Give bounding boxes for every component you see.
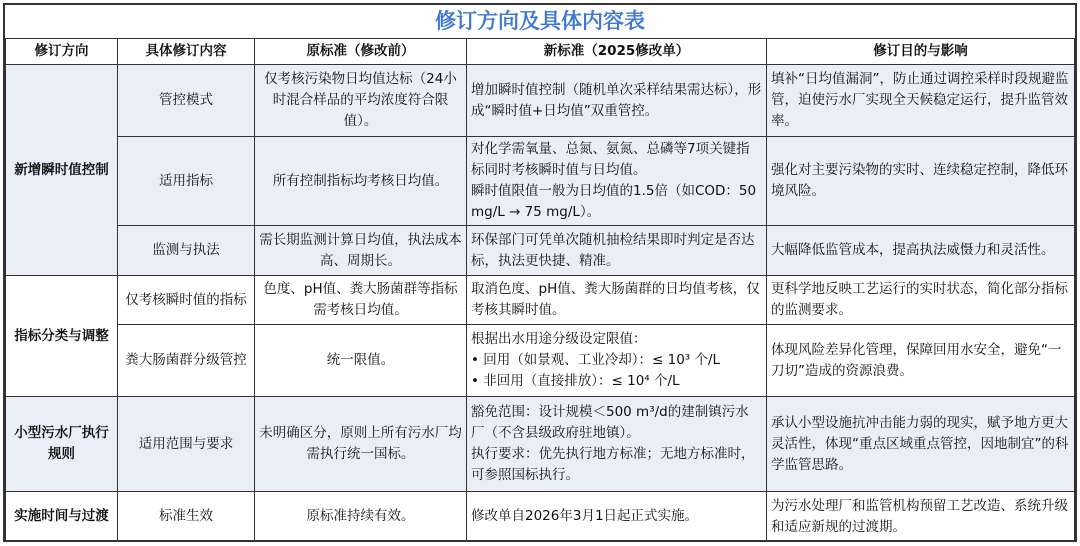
old-cell: 未明确区分，原则上所有污水厂均需执行统一国标。 [255,397,467,492]
table-row [6,492,1075,542]
purpose-cell: 强化对主要污染物的实时、连续稳定控制，降低环境风险。 [767,137,1075,226]
table-title: 修订方向及具体内容表 [6,5,1075,39]
old-cell: 需长期监测计算日均值，执法成本高、周期长。 [255,226,467,276]
header-direction: 修订方向 [6,39,118,65]
new-cell: 对化学需氧量、总氮、氨氮、总磷等7项关键指标同时考核瞬时值与日均值。 瞬时值限值一般为日均值的1.5倍（如COD：50 mg/L → 75 mg/L）。 [467,137,767,226]
purpose-cell: 大幅降低监管成本，提高执法威慑力和灵活性。 [767,226,1075,276]
new-cell: 根据出水用途分级设定限值： • 回用（如景观、工业冷却）：≤ 10³ 个/L • 非回用（直接排放）：≤ 10⁴ 个/L [467,325,767,397]
table-row [6,226,1075,276]
purpose-cell: 承认小型设施抗冲击能力弱的现实，赋予地方更大灵活性，体现“重点区域重点管控，因地制宜”的科学监管思路。 [767,397,1075,492]
purpose-cell: 体现风险差异化管理，保障回用水安全，避免“一刀切”造成的资源浪费。 [767,325,1075,397]
old-cell: 所有控制指标均考核日均值。 [255,137,467,226]
item-cell: 适用指标 [118,137,255,226]
header-old: 原标准（修改前） [255,39,467,65]
header-row [6,39,1075,65]
table-row [6,65,1075,137]
direction-cell: 指标分类与调整 [6,276,118,397]
item-cell: 标准生效 [118,492,255,542]
item-cell: 适用范围与要求 [118,397,255,492]
new-cell: 环保部门可凭单次随机抽检结果即时判定是否达标，执法更快捷、精准。 [467,226,767,276]
header-item: 具体修订内容 [118,39,255,65]
header-new: 新标准（2025修改单） [467,39,767,65]
purpose-cell: 填补“日均值漏洞”，防止通过调控采样时段规避监管，迫使污水厂实现全天候稳定运行，提升监管效率。 [767,65,1075,137]
new-cell: 修改单自2026年3月1日起正式实施。 [467,492,767,542]
purpose-cell: 更科学地反映工艺运行的实时状态，简化部分指标的监测要求。 [767,276,1075,325]
direction-cell: 新增瞬时值控制 [6,65,118,276]
table-row [6,397,1075,492]
new-cell: 取消色度、pH值、粪大肠菌群的日均值考核，仅考核其瞬时值。 [467,276,767,325]
direction-cell: 小型污水厂执行规则 [6,397,118,492]
item-cell: 管控模式 [118,65,255,137]
header-purpose: 修订目的与影响 [767,39,1075,65]
old-cell: 色度、pH值、粪大肠菌群等指标需考核日均值。 [255,276,467,325]
old-cell: 原标准持续有效。 [255,492,467,542]
revision-table-container [3,3,1077,542]
revision-table [5,5,1075,542]
item-cell: 粪大肠菌群分级管控 [118,325,255,397]
direction-cell: 实施时间与过渡 [6,492,118,542]
new-cell: 豁免范围：设计规模＜500 m³/d的建制镇污水厂（不含县级政府驻地镇）。 执行要求：优先执行地方标准；无地方标准时，可参照国标执行。 [467,397,767,492]
new-cell: 增加瞬时值控制（随机单次采样结果需达标），形成“瞬时值+日均值”双重管控。 [467,65,767,137]
item-cell: 监测与执法 [118,226,255,276]
item-cell: 仅考核瞬时值的指标 [118,276,255,325]
purpose-cell: 为污水处理厂和监管机构预留工艺改造、系统升级和适应新规的过渡期。 [767,492,1075,542]
table-row [6,137,1075,226]
table-row [6,276,1075,325]
old-cell: 统一限值。 [255,325,467,397]
old-cell: 仅考核污染物日均值达标（24小时混合样品的平均浓度符合限值）。 [255,65,467,137]
table-row [6,325,1075,397]
